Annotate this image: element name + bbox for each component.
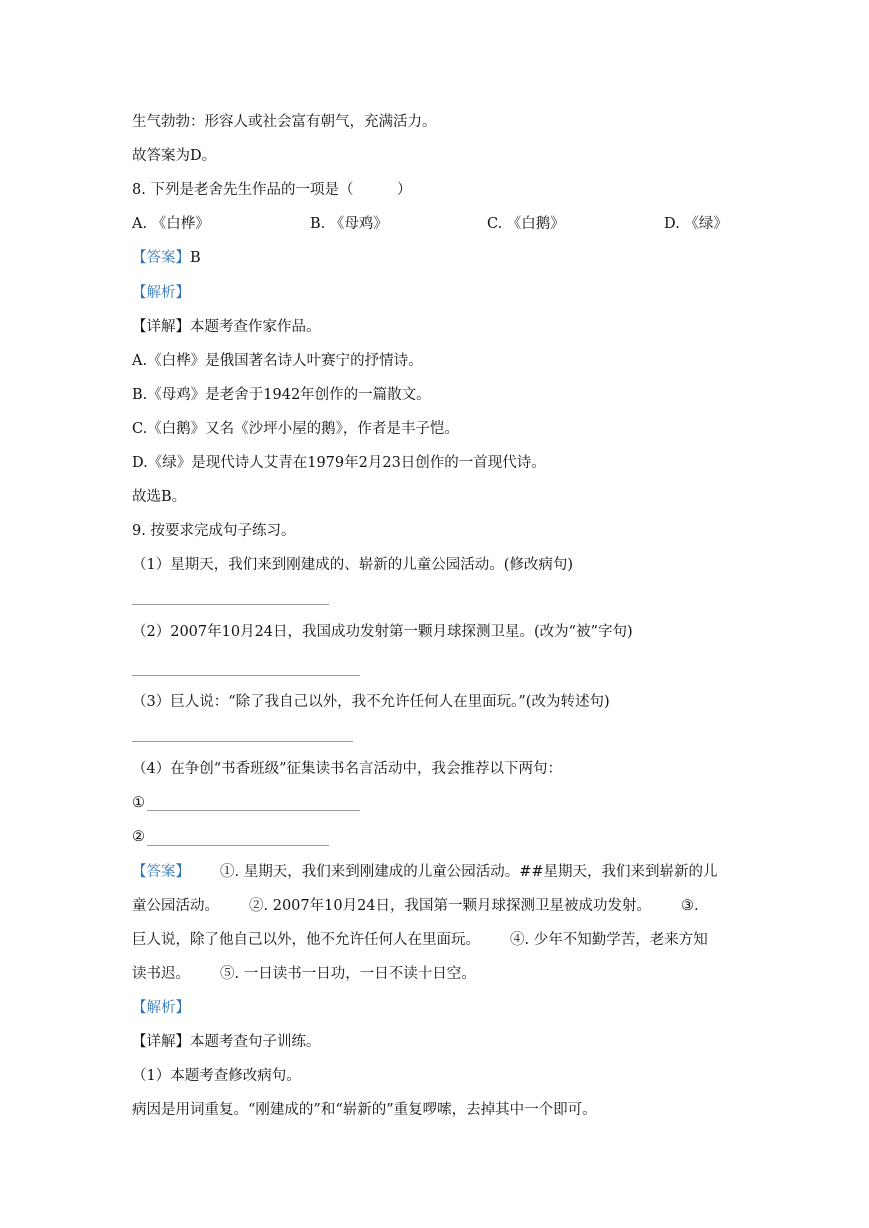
answer-9-line: [132, 862, 739, 882]
question-9: 9. 按要求完成句子练习。: [132, 523, 296, 539]
detail-text: 本题考查作家作品。: [190, 319, 321, 335]
answer-tag: 【答案】: [132, 864, 190, 880]
question-8: 8. 下列是老舍先生作品的一项是（ ）: [132, 182, 412, 198]
detail-tag: 【详解】: [132, 319, 190, 335]
answer-blank: [132, 741, 353, 742]
text-line: B.《母鸡》是老舍于1942年创作的一篇散文。: [132, 387, 431, 403]
answer-tag: 【答案】: [132, 250, 190, 266]
answer-9-line: [132, 964, 739, 984]
option-d: D. 《绿》: [664, 216, 728, 232]
analysis-tag: 【解析】: [132, 1000, 190, 1016]
answer-text: ⑤. 一日读书一日功，一日不读十日空。: [220, 966, 476, 982]
analysis-tag: 【解析】: [132, 285, 190, 301]
detail-text: 本题考查句子训练。: [190, 1034, 321, 1050]
text-line: 生气勃勃：形容人或社会富有朝气，充满活力。: [132, 114, 437, 130]
answer-text: ③.: [681, 898, 699, 914]
blank-1-label: ①: [132, 795, 145, 811]
option-c: C. 《白鹅》: [487, 216, 565, 232]
question-9-3: （3）巨人说：“除了我自己以外，我不允许任何人在里面玩。”(改为转述句): [132, 694, 610, 710]
detail-line: [132, 317, 321, 337]
answer-text: 读书迟。: [132, 966, 190, 982]
text-line: 故答案为D。: [132, 148, 217, 164]
answer-value: B: [190, 250, 201, 266]
answer-9-line: [132, 930, 739, 950]
answer-text: ④. 少年不知勤学苦，老来方知: [510, 932, 708, 948]
question-9-1: （1）星期天，我们来到刚建成的、崭新的儿童公园活动。(修改病句): [132, 557, 574, 573]
detail-line: [132, 1032, 321, 1052]
text-line: C.《白鹅》又名《沙坪小屋的鹅》，作者是丰子恺。: [132, 421, 459, 437]
text-line: A.《白桦》是俄国著名诗人叶赛宁的抒情诗。: [132, 353, 423, 369]
question-9-2: （2）2007年10月24日，我国成功发射第一颗月球探测卫星。(改为“被”字句): [132, 624, 633, 640]
text-line: 病因是用词重复。“刚建成的”和“崭新的”重复啰嗦，去掉其中一个即可。: [132, 1102, 597, 1118]
answer-blank: [147, 845, 329, 846]
question-9-4: （4）在争创“书香班级”征集读书名言活动中，我会推荐以下两句：: [132, 761, 563, 777]
answer-line: [132, 248, 201, 268]
answer-blank: [147, 810, 360, 811]
text-line: （1）本题考查修改病句。: [132, 1068, 301, 1084]
text-line: 故选B。: [132, 489, 187, 505]
answer-blank: [132, 604, 329, 605]
answer-9-line: [132, 896, 739, 916]
blank-2-label: ②: [132, 829, 145, 845]
detail-tag: 【详解】: [132, 1034, 190, 1050]
answer-text: ①. 星期天，我们来到刚建成的儿童公园活动。##星期天，我们来到崭新的儿: [220, 864, 718, 880]
option-a: A. 《白桦》: [132, 216, 210, 232]
answer-blank: [132, 675, 360, 676]
answer-text: 巨人说，除了他自己以外，他不允许任何人在里面玩。: [132, 932, 480, 948]
answer-text: ②. 2007年10月24日，我国第一颗月球探测卫星被成功发射。: [249, 898, 652, 914]
text-line: D.《绿》是现代诗人艾青在1979年2月23日创作的一首现代诗。: [132, 455, 546, 471]
answer-text: 童公园活动。: [132, 898, 219, 914]
option-b: B. 《母鸡》: [310, 216, 388, 232]
